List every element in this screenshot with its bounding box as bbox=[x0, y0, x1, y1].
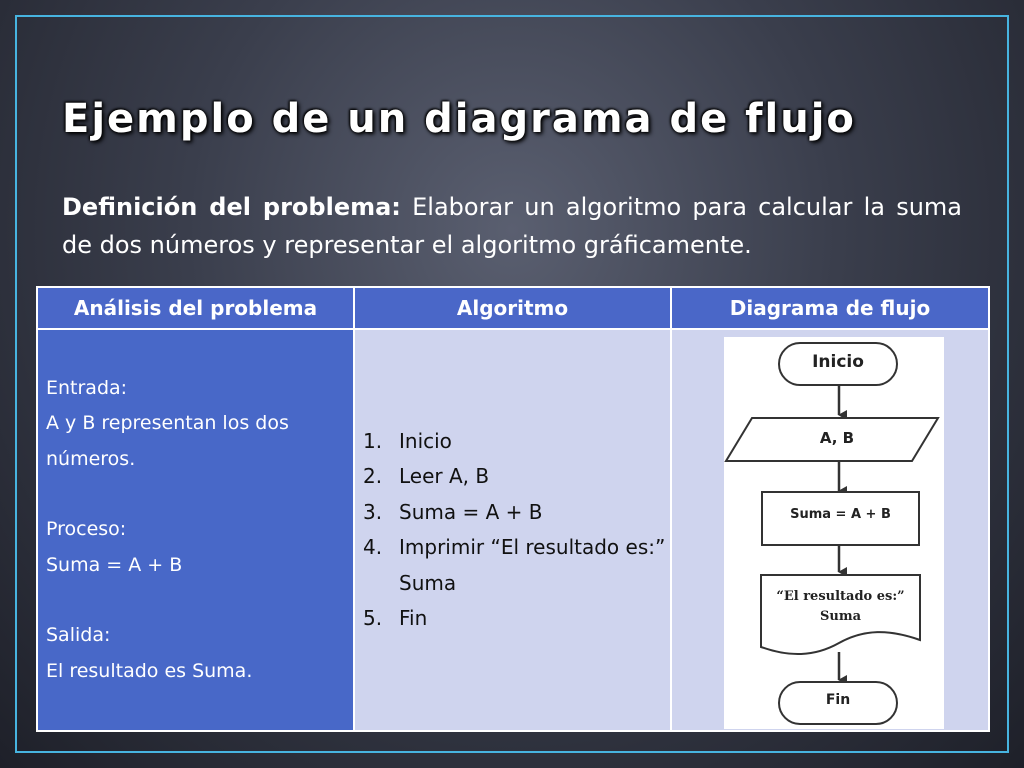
algorithm-step bbox=[363, 530, 670, 601]
header-flowchart: Diagrama de flujo bbox=[671, 287, 989, 329]
definition-label: Definición del problema: bbox=[62, 193, 401, 221]
algorithm-cell bbox=[354, 329, 671, 731]
algorithm-step bbox=[363, 424, 670, 460]
proceso-text: Suma = A + B bbox=[46, 553, 183, 576]
analysis-table bbox=[36, 286, 990, 732]
step-number: 2. bbox=[363, 464, 383, 488]
step-text: Inicio bbox=[399, 428, 452, 453]
problem-definition bbox=[62, 188, 962, 264]
step-text: Fin bbox=[399, 606, 428, 630]
input-label: A, B bbox=[819, 429, 855, 447]
header-analysis: Análisis del problema bbox=[37, 287, 354, 329]
end-label: Fin bbox=[825, 692, 851, 708]
algorithm-step bbox=[363, 601, 670, 637]
step-text: Leer A, B bbox=[399, 464, 490, 488]
analysis-cell bbox=[37, 329, 354, 731]
flowchart-diagram bbox=[724, 337, 944, 729]
slide-title: Ejemplo de un diagrama de flujo bbox=[62, 96, 856, 142]
algorithm-list bbox=[363, 424, 670, 637]
step-number: 5. bbox=[363, 606, 383, 630]
process-label: Suma = A + B bbox=[790, 507, 891, 522]
start-label: Inicio bbox=[812, 352, 864, 372]
output-label-line2: Suma bbox=[819, 609, 862, 624]
step-text: Suma = A + B bbox=[399, 499, 543, 524]
algorithm-step bbox=[363, 495, 670, 531]
output-label bbox=[761, 587, 920, 627]
output-label-line1: “El resultado es:” bbox=[776, 589, 905, 604]
algorithm-step bbox=[363, 459, 670, 495]
step-number: 1. bbox=[363, 428, 383, 453]
salida-label: Salida: bbox=[46, 624, 111, 647]
header-algorithm: Algoritmo bbox=[354, 287, 671, 329]
definition-text: Elaborar un algoritmo para calcular la suma de dos números y representar el algoritmo gráficamente. bbox=[62, 193, 962, 259]
step-number: 4. bbox=[363, 535, 383, 559]
entrada-text: A y B representan los dos números. bbox=[46, 412, 289, 470]
proceso-label: Proceso: bbox=[46, 518, 127, 541]
step-text: Imprimir “El resultado es:” Suma bbox=[399, 535, 666, 595]
table-body-row bbox=[37, 329, 989, 731]
salida-text: El resultado es Suma. bbox=[46, 659, 253, 682]
step-number: 3. bbox=[363, 499, 383, 524]
table-header-row bbox=[37, 287, 989, 329]
entrada-label: Entrada: bbox=[46, 376, 128, 399]
flowchart-cell bbox=[671, 329, 989, 731]
flowchart bbox=[672, 330, 988, 730]
